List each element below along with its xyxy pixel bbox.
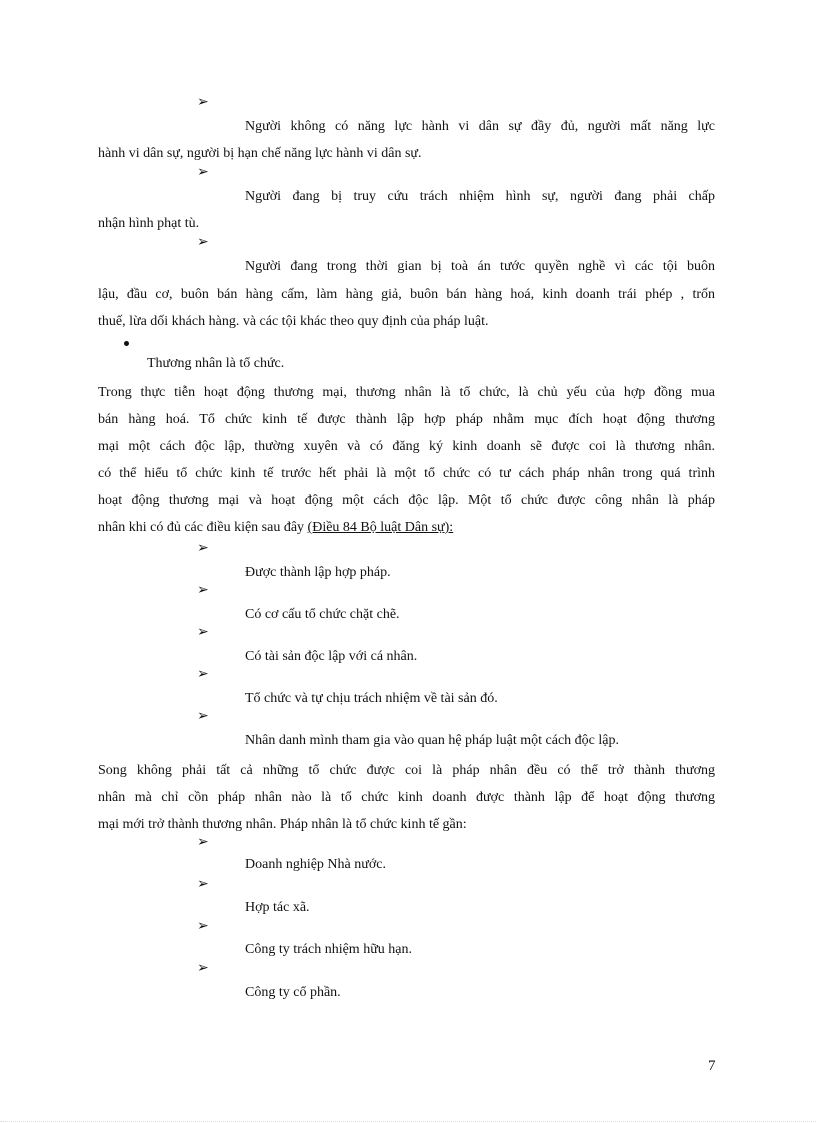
- list-item-continuation: nhận hình phạt tù.: [98, 216, 200, 231]
- arrow-bullet-icon: ➢: [197, 960, 209, 976]
- paragraph-line: hoạt động thương mại và hoạt động một cách độc lập. Một tổ chức được công nhân là pháp: [98, 493, 715, 508]
- arrow-bullet-icon: ➢: [197, 164, 209, 180]
- entity-item: Công ty trách nhiệm hữu hạn.: [245, 942, 413, 957]
- entity-item: Hợp tác xã.: [245, 900, 310, 915]
- arrow-bullet-icon: ➢: [197, 918, 209, 934]
- page-number: 7: [708, 1058, 716, 1074]
- paragraph-line: có thể hiểu tổ chức kinh tế trước hết phải là một tổ chức có tư cách pháp nhân trong quá trình: [98, 466, 715, 481]
- page-edge-divider: [0, 1121, 816, 1122]
- list-item-first-line: Người đang trong thời gian bị toà án tước quyền nghề vì các tội buôn: [245, 259, 715, 274]
- paragraph-line: mại một cách độc lập, thường xuyên và có đăng ký kinh doanh sẽ được coi là thương nhân.: [98, 439, 715, 454]
- bullet-dot-icon: [124, 341, 129, 346]
- arrow-bullet-icon: ➢: [197, 582, 209, 598]
- condition-item: Có tài sản độc lập với cá nhân.: [245, 649, 418, 664]
- list-item-continuation: thuế, lừa dối khách hàng. và các tội khác theo quy định của pháp luật.: [98, 314, 489, 329]
- paragraph-line: Trong thực tiễn hoạt động thương mại, thương nhân là tổ chức, là chủ yếu của hợp đồng mua: [98, 385, 715, 400]
- paragraph-line: mại mới trở thành thương nhân. Pháp nhân là tổ chức kinh tế gần:: [98, 817, 467, 832]
- arrow-bullet-icon: ➢: [197, 834, 209, 850]
- entity-item: Doanh nghiệp Nhà nước.: [245, 857, 386, 872]
- condition-item: Tổ chức và tự chịu trách nhiệm về tài sản đó.: [245, 691, 498, 706]
- list-item-first-line: Người đang bị truy cứu trách nhiệm hình sự, người đang phải chấp: [245, 189, 715, 204]
- paragraph-text: nhân khi có đủ các điều kiện sau đây: [98, 520, 308, 535]
- arrow-bullet-icon: ➢: [197, 666, 209, 682]
- list-item-continuation: hành vi dân sự, người bị hạn chế năng lực hành vi dân sự.: [98, 146, 422, 161]
- arrow-bullet-icon: ➢: [197, 624, 209, 640]
- law-reference-link[interactable]: (Điều 84 Bộ luật Dân sự):: [307, 520, 454, 535]
- section-heading: Thương nhân là tổ chức.: [147, 356, 285, 371]
- arrow-bullet-icon: ➢: [197, 876, 209, 892]
- paragraph-line: nhân mà chỉ cồn pháp nhân nào là tổ chức kinh doanh được thành lập để hoạt động thương: [98, 790, 715, 805]
- arrow-bullet-icon: ➢: [197, 94, 209, 110]
- condition-item: Nhân danh mình tham gia vào quan hệ pháp luật một cách độc lập.: [245, 733, 620, 748]
- entity-item: Công ty cổ phần.: [245, 985, 341, 1000]
- paragraph-line: Song không phải tất cả những tổ chức được coi là pháp nhân đều có thể trở thành thương: [98, 763, 715, 778]
- arrow-bullet-icon: ➢: [197, 708, 209, 724]
- arrow-bullet-icon: ➢: [197, 540, 209, 556]
- list-item-continuation: lậu, đầu cơ, buôn bán hàng cấm, làm hàng giả, buôn bán hàng hoá, kinh doanh trái phép , trốn: [98, 287, 715, 302]
- paragraph-line: [98, 515, 715, 542]
- condition-item: Có cơ cấu tổ chức chặt chẽ.: [245, 607, 400, 622]
- list-item-first-line: Người không có năng lực hành vi dân sự đầy đủ, người mất năng lực: [245, 119, 715, 134]
- paragraph-line: bán hàng hoá. Tổ chức kinh tế được thành lập hợp pháp nhằm mục đích hoạt động thương: [98, 412, 715, 427]
- arrow-bullet-icon: ➢: [197, 234, 209, 250]
- condition-item: Được thành lập hợp pháp.: [245, 565, 391, 580]
